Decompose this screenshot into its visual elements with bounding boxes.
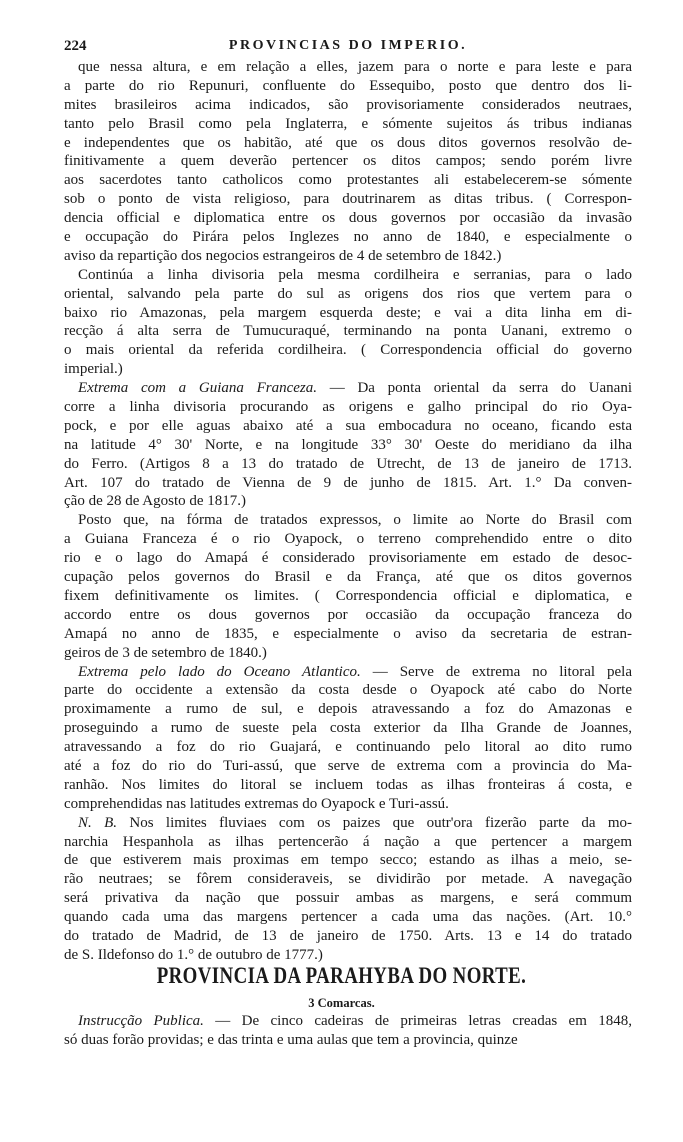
running-header — [64, 38, 632, 58]
text-line — [64, 379, 632, 398]
text-line — [64, 587, 632, 606]
text-line — [64, 304, 632, 323]
line-text: recção á alta serra de Tumucuraqué, terminando na ponta Uanani, extremo o — [64, 323, 632, 340]
line-text: só duas forão providas; e das trinta e uma aulas que tem a provincia, quinze — [64, 1031, 518, 1048]
text-line — [64, 851, 632, 870]
text-line — [64, 625, 632, 644]
line-text: a Guiana Franceza é o rio Oyapock, o terreno comprehendido entre o dito — [64, 531, 632, 548]
text-line — [64, 134, 632, 153]
text-line — [64, 285, 632, 304]
line-text: de S. Ildefonso do 1.° de outubro de 1777.) — [64, 946, 323, 963]
text-line — [64, 889, 632, 908]
section-subtitle: 3 Comarcas. — [308, 996, 375, 1010]
text-line — [64, 757, 632, 776]
line-text: — Da ponta oriental da serra do Uanani — [317, 380, 633, 397]
text-line — [64, 171, 632, 190]
line-text: e occupação do Pirára pelos Inglezes no anno de 1840, e especialmente o — [64, 229, 632, 246]
text-line — [64, 870, 632, 889]
line-text: Continúa a linha divisoria pela mesma cordilheira e serranias, para o lado — [78, 266, 632, 283]
text-line — [64, 644, 632, 663]
text-line — [64, 417, 632, 436]
text-line — [64, 96, 632, 115]
line-text: — De cinco cadeiras de primeiras letras creadas em 1848, — [203, 1013, 632, 1029]
text-line — [64, 663, 632, 682]
line-text: finitivamente a quem deverão pertencer os ditos campos; sendo porém livre — [64, 153, 632, 170]
line-text: pock, e por elle aguas abaixo até a sua embocadura no oceano, ficando esta — [64, 417, 632, 434]
line-text: do Ferro. (Artigos 8 a 13 do tratado de Utrecht, de 13 de janeiro de 1713. — [64, 455, 632, 472]
line-text: baixo rio Amazonas, pela margem esquerda deste; e vai a dita linha em di- — [64, 304, 632, 321]
line-text: sob o ponto de vista religioso, para doutrinarem as ditas tribus. ( Correspon- — [64, 191, 632, 208]
text-line — [64, 719, 632, 738]
text-line — [64, 190, 632, 209]
text-line — [64, 58, 632, 77]
body-text — [64, 58, 632, 965]
text-line — [64, 266, 632, 285]
line-text: que nessa altura, e em relação a elles, jazem para o norte e para leste e para — [78, 59, 632, 75]
line-text: — Serve de extrema no litoral pela — [360, 663, 632, 680]
text-line — [64, 247, 632, 266]
text-line — [64, 700, 632, 719]
text-line — [64, 228, 632, 247]
italic-lead: Extrema pelo lado do Oceano Atlantico. — [78, 663, 361, 680]
running-title: PROVINCIAS DO IMPERIO. — [228, 38, 468, 53]
text-line — [64, 530, 632, 549]
line-text: narchia Hespanhola as ilhas pertencerão á nação a que pertencer a margem — [64, 833, 632, 850]
text-line — [64, 398, 632, 417]
text-line — [64, 833, 632, 852]
italic-lead: N. B. — [78, 814, 118, 831]
line-text: rão neutraes; se fôrem consideraveis, se dividirão por metade. A navegação — [64, 871, 632, 888]
text-line — [64, 115, 632, 134]
line-text: será privativa da nação que possuir ambas as margens, e será commum — [64, 890, 632, 907]
text-line — [64, 776, 632, 795]
text-line — [64, 474, 632, 493]
text-line — [64, 927, 632, 946]
line-text: fixem definitivamente os limites. ( Correspondencia official e diplomatica, e — [64, 587, 632, 604]
text-line — [64, 492, 632, 511]
line-text: cupação pelos governos do Brasil e da França, até que os ditos governos — [64, 569, 632, 586]
line-text: aviso da repartição dos negocios estrangeiros de 4 de setembro de 1842.) — [64, 247, 502, 264]
line-text: imperial.) — [64, 361, 123, 378]
line-text: e independentes que os habitão, até que os dous ditos governos resolvão de- — [64, 134, 632, 151]
text-line — [64, 795, 632, 814]
text-line — [64, 1031, 632, 1050]
text-line — [64, 511, 632, 530]
line-text: de que estiverem mais proximas em tempo secco; estando as ilhas a meio, se- — [64, 852, 632, 869]
line-text: atravessando a foz do rio Guajará, e continuando pelo litoral ao dito rumo — [64, 739, 632, 756]
italic-lead: Instrucção Publica. — [78, 1013, 204, 1029]
line-text: Posto que, na fórma de tratados expressos, o limite ao Norte do Brasil com — [78, 512, 632, 529]
section-title: PROVINCIA DA PARAHYBA DO NORTE. — [156, 963, 527, 988]
line-text: geiros de 3 de setembro de 1840.) — [64, 644, 267, 661]
line-text: ranhão. Nos limites do litoral se incluem todas as ilhas fronteiras á costa, e — [64, 776, 632, 793]
line-text: a parte do rio Repunuri, confluente do Essequibo, posto que dentro dos li- — [64, 77, 632, 94]
text-line — [64, 341, 632, 360]
text-line — [64, 455, 632, 474]
line-text: comprehendidas nas latitudes extremas do Oyapock e Turi-assú. — [64, 795, 449, 812]
text-line — [64, 77, 632, 96]
line-text: proseguindo a rumo de sueste pela costa exterior da Ilha Grande de Joannes, — [64, 720, 632, 737]
text-line — [64, 606, 632, 625]
page-number: 224 — [64, 38, 87, 54]
line-text: proximamente a rumo de sul, e depois atravessando a foz do Amazonas e — [64, 701, 632, 718]
line-text: até a foz do rio do Turi-assú, que serve de extrema com a provincia do Ma- — [64, 757, 632, 774]
text-line — [64, 209, 632, 228]
line-text: mites brasileiros acima indicados, são provisoriamente considerados neutraes, — [64, 96, 632, 113]
text-line — [64, 549, 632, 568]
text-line — [64, 681, 632, 700]
line-text: na latitude 4° 30' Norte, e na longitude 33° 30' Oeste do meridiano da ilha — [64, 436, 632, 453]
text-line — [64, 360, 632, 379]
line-text: ção de 28 de Agosto de 1817.) — [64, 493, 247, 510]
section-body-text — [64, 1012, 632, 1050]
text-line — [64, 738, 632, 757]
text-line — [64, 814, 632, 833]
line-text: corre a linha divisoria procurando as origens e galho principal do rio Oya- — [64, 399, 632, 416]
line-text: o mais oriental da referida cordilheira. ( Correspondencia official do governo — [64, 342, 632, 359]
line-text: Nos limites fluviaes com os paizes que outr'ora fizerão parte da mo- — [117, 814, 633, 831]
line-text: aos sacerdotes tanto catholicos como protestantes ali estabelecerem-se sómente — [64, 172, 632, 189]
line-text: quando cada uma das margens pertencer a cada uma das nações. (Art. 10.° — [64, 909, 632, 926]
line-text: Amapá no anno de 1835, e especialmente o aviso da secretaria de estran- — [64, 625, 632, 642]
line-text: parte do occidente a extensão da costa desde o Oyapock até cabo do Norte — [64, 682, 632, 699]
line-text: tanto pelo Brasil como pela Inglaterra, e sómente sujeitos ás tribus indianas — [64, 115, 632, 132]
line-text: dencia official e diplomatica entre os dous governos por occasião da invasão — [64, 210, 632, 227]
text-line — [64, 568, 632, 587]
text-line — [64, 436, 632, 455]
text-line — [64, 908, 632, 927]
text-line — [64, 322, 632, 341]
italic-lead: Extrema com a Guiana Franceza. — [78, 380, 318, 397]
line-text: Art. 107 do tratado de Vienna de 9 de junho de 1815. Art. 1.° Da conven- — [64, 474, 632, 491]
line-text: oriental, salvando pela parte do sul as origens dos rios que vertem para o — [64, 285, 632, 302]
line-text: rio e o lago do Amapá é considerado provisoriamente em estado de desoc- — [64, 550, 632, 567]
text-line — [64, 946, 632, 965]
text-line — [64, 1012, 632, 1031]
text-line — [64, 152, 632, 171]
line-text: do tratado de Madrid, de 13 de janeiro de 1750. Arts. 13 e 14 do tratado — [64, 927, 632, 944]
line-text: accordo entre os dous governos por occasião da occupação franceza do — [64, 606, 632, 623]
